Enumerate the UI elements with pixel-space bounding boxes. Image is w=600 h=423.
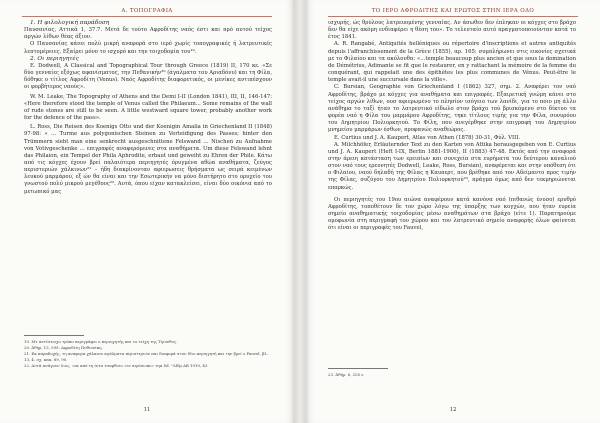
source-entry: A. R. Rangabé, Antiquités helléniques ou répertoire d'inscriptions et autres antiquités depuis l'affranchissement de la Grèce (1855), αρ. 165: συμπλήρωνει στις εικονίες σχετικά με το Φιλαίου και τα ακόλουθα: «...temple beaucoup plus ancien et que sous la domination de Démétrius, Adimante se fit que le restaurer, en y rattachant la mémoire de la femme du conquérant, qui rappelait une des épithètes les plus communes de Vénus. Peut-être le temple avait-il une succursale dans la ville». bbox=[328, 41, 576, 84]
left-body-text bbox=[24, 20, 272, 196]
page-number: 11 bbox=[143, 407, 151, 413]
footnote-rule bbox=[24, 335, 84, 336]
footnote: 20. Άθήρ. 13, 595: Αφροδίτη Πυθιονίκη. bbox=[24, 345, 103, 350]
footnote: 21. Εκ παραδοχής, τη αναφορα χάλκινα αγάλματα περιστεριών παι διαφορά στον ίδιο περιηγητή και την βρεί ο Fauvel, βλ. 13, 4. σχ. κακ. 89, 90. bbox=[24, 351, 268, 362]
footnotes bbox=[24, 339, 272, 369]
source-entry: C. Bursian, Geographie von Griechenland I (1862) 327, σημ. 2. Αναφέρει τον ναό Αφροδίτης, βράχο με κόγχες για αναθήματα και επιγραφές. Εξαιρετική γνώμη κάνει στο τείχος αργών λίθων, ουσ αφιερωμένο το πλησίον ισόγειο των λανίδι, για το ποιο μη άλλο ανάθημα το ταξί ήταν το λατρευτικό είδωλο στον βράχο τού βρισκόμενο στο δίκτυο τα φορέα ναό η Φίλα του μαρμάρου Αφροδίτης, τηκε τίτλους τιμής για την Φίλα, συνυρόου του Δημητρίου Πολιορκητού. Το Φίλη, που ανεγέρθηκε στην επιγραφή του Δημητρίου μνημείου μαρμάρων έσθων, προφανώς αναθεώρος. bbox=[328, 84, 576, 134]
footnote: 23. Άθήρ. 6, 255 ε. bbox=[328, 372, 365, 377]
section-title: 1. Η φιλολογική παράδοση bbox=[30, 20, 110, 26]
running-head: ΤΟ ΙΕΡΟ ΑΦΡΟΔΙΤΗΣ ΚΑΙ ΕΡΩΤΟΣ ΣΤΗΝ ΙΕΡΑ ΟΔΟ bbox=[371, 8, 535, 14]
header-rule bbox=[328, 16, 578, 17]
right-page bbox=[306, 0, 600, 423]
paragraph: Ο Παυσανίας κάνει πολύ μικρή αναφορά στο ιερό χωρίς τοπογραφικές ή λατρευτικές λεπτομέρειες. Εξαίρει μόνο το ισχυρό και την τοιχοδομία του¹⁹. bbox=[24, 41, 272, 55]
source-entry: E. Dodwell, A Classical and Topographical Tour through Greece (1819) II, 170 κε. «Σε δύο γενναίες εξόχως αφανίσματος, την Πεθανικήν²⁰ (άγαλματα του Αριαδόνυ) και τη Φίλα, δόθηκε ο τίτλος Αφροδίτη (Venus). Ναός Αφροδίτης διαφορετικός, οι μενίκες αντιπέσχουν οι φορβήτερος ναούς». bbox=[24, 62, 272, 91]
source-entry: E. Curtius und J. A. Kaupert, Atlas von Athen (1878) 30-31, Φύλ. VIII. bbox=[334, 134, 521, 141]
section-title: 2. Οι περιηγητές bbox=[30, 55, 79, 62]
book-gutter bbox=[294, 0, 306, 423]
left-page bbox=[0, 0, 294, 423]
paragraph: Παυσανίας, Αττικά 1, 37.7. Μετά δε τούτο Αφροδίτης ναός έστι και πρό αυτού τείχος αργών λίθων θέας άξιον. bbox=[24, 27, 272, 41]
paragraph: ισχυρής, ώς θρύλους λατρευομένης γενναίας. Αν άσωθεν δεν έπληκαν οι κόγχες στο βράχο δεν θα είχε ακόμη ενδιαφέρει η θέση του». Το τελευταίο αυτό πραγματοποιούνταν κατά το έτος 1841. bbox=[328, 20, 576, 41]
running-head: Α. ΤΟΠΟΓΡΑΦΙΑ bbox=[121, 8, 173, 14]
footnotes bbox=[328, 372, 576, 378]
source-entry: W. M. Leake, The Topography of Athens and the Demi I-II (London 1841), III, II, 146-147: «Here therefore stood the temple of Venus called the Philaeum... Some remains of the wall of rude stones are still to be seen. A little westward square tower, probably another work for the defence of the pass». bbox=[24, 93, 272, 122]
paragraph: Οι περιηγητές του 19ου αιώνα αναφέρουν κατά κανόνα ναό (πιθανώς ένυσο) ερυθρό Αφροδίτης, τοποθέτουν δε τον χώρο λόγω της ύπαρξης των κογχών, που ήταν ευρεία σημείο αναθηματικής τοιχοδομίας μέσω αναθημάτων στα βράχο (είτε 1). Παρατηρούμε ομοφωνία στη περιγραφή του χώρου και τον λατρευτικό σημείο αναφορής όλων φαίνεται ότι είναι οι περιγραφές του Fauvel, bbox=[328, 196, 576, 232]
page-number: 12 bbox=[449, 407, 457, 413]
header-rule bbox=[22, 16, 272, 17]
footnote: 19. Μτ αντίστοιχο τρόπο περιγράφει ο περιηγητής και το τείχη της Τίρυνθος. bbox=[24, 339, 178, 344]
source-entry: A. Milchhöfer, Erläuternder Text zu den Karten von Attika herausgegeben von E. Curtius und J. A. Kaupert (Heft I-IX, Berlin 1881-1900), II (1883) 47-48. Εκτός από την αναφορά στην άρειη κατάσταση των ερειπίων και συνεχεία στα ευρήματα του δεύτερου καναλιού στον ναό τους ερευνητές Dodwell, Leake, Ross, Bursian), αναφέρεται και στην υπόθεση ότι ο Φιλαίου, ναού δηλαδή της Φίλας η Καυπερτ, που βρέθηκε από τον Αδείμαντο προς τιμήν της Φίλας, συζύγου του Δημητρίου Πολιορκητού²³, πράγμα όμως από δεν τεκμηριώνεται επαρκώς. bbox=[328, 141, 576, 191]
source-entry: L. Ross, Die Reisen des Koenigs Otto und der Koenigin Amalia in Griechenland II (1848) 97-98: « ... Turme aus polygonischen Steinen zu Verteidigung des Passes; hinter den Trümmern sieht man eine senkrecht ausgeschnittene Felswand ... Nischen zu Aufnahme von Votivgeschenke ... επιγραφές αναφερόμενες στα αναθήματα. Um diese Felswand lehnt das Philaion, ein Tempel der Phila Aphrodite, erbaut und geweiht zu Ehren der Phile. Κάτω από τις κόγχες έχουν βρεί παλαιότερα περιηγητές όρυγμένα αθώα αναθήματα, ζεύγος περιστεριών χάλκινων²¹ – ήδη διακρίνονταν αφιερωσεις θρήσματα ως σειρά κειμένων λευκού μαρμάρου, εξ ών θα είναι και την Εσωτερικήν να μόνο διατήρητο στο ορυχείο του γνωστού πολύ μικρού μεγέθους²². Αυτά, όπου είχαν κατακλείσει, είναι δύο οικόνια από το μετωπικό μας bbox=[24, 124, 272, 195]
right-body-text bbox=[328, 20, 576, 233]
footnote-rule bbox=[328, 368, 388, 369]
footnote: 22. Αυτά ανάγουν λιος, «εκ από τη ίντα τσοφθοιο «εν αιρόσωπο» τηα Sd. "ΛΙδρ AR 1910, 43. bbox=[24, 363, 209, 368]
